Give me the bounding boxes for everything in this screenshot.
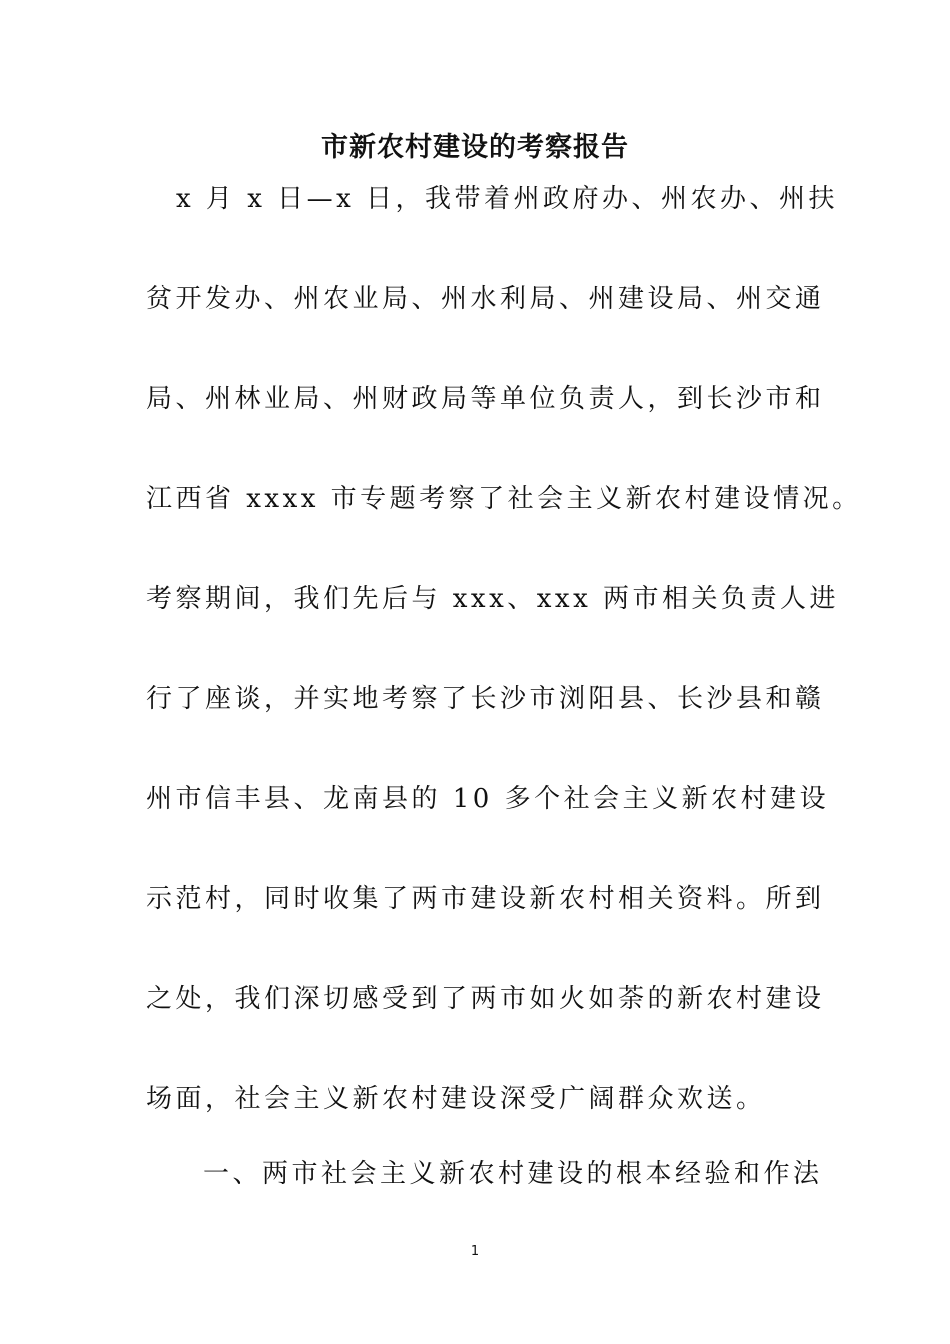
body-line-9: 之处，我们深切感受到了两市如火如荼的新农村建设 xyxy=(146,984,825,1014)
body-line-8: 示范村，同时收集了两市建设新农村相关资料。所到 xyxy=(146,884,825,914)
body-line-4: 江西省 xxxx 市专题考察了社会主义新农村建设情况。 xyxy=(146,484,862,514)
page-number: 1 xyxy=(470,1244,480,1259)
body-line-10: 场面，社会主义新农村建设深受广阔群众欢送。 xyxy=(146,1084,766,1114)
section-heading: 一、两市社会主义新农村建设的根本经验和作法 xyxy=(203,1159,823,1189)
body-line-7: 州市信丰县、龙南县的 10 多个社会主义新农村建设 xyxy=(146,784,830,814)
document-title: 市新农村建设的考察报告 xyxy=(321,132,629,163)
body-line-5: 考察期间，我们先后与 xxx、xxx 两市相关负责人进 xyxy=(146,584,840,614)
body-line-6: 行了座谈，并实地考察了长沙市浏阳县、长沙县和赣 xyxy=(146,684,825,714)
body-line-2: 贫开发办、州农业局、州水利局、州建设局、州交通 xyxy=(146,284,825,314)
body-line-3: 局、州林业局、州财政局等单位负责人，到长沙市和 xyxy=(146,384,825,414)
body-line-1: x 月 x 日—x 日，我带着州政府办、州农办、州扶 xyxy=(176,184,839,214)
